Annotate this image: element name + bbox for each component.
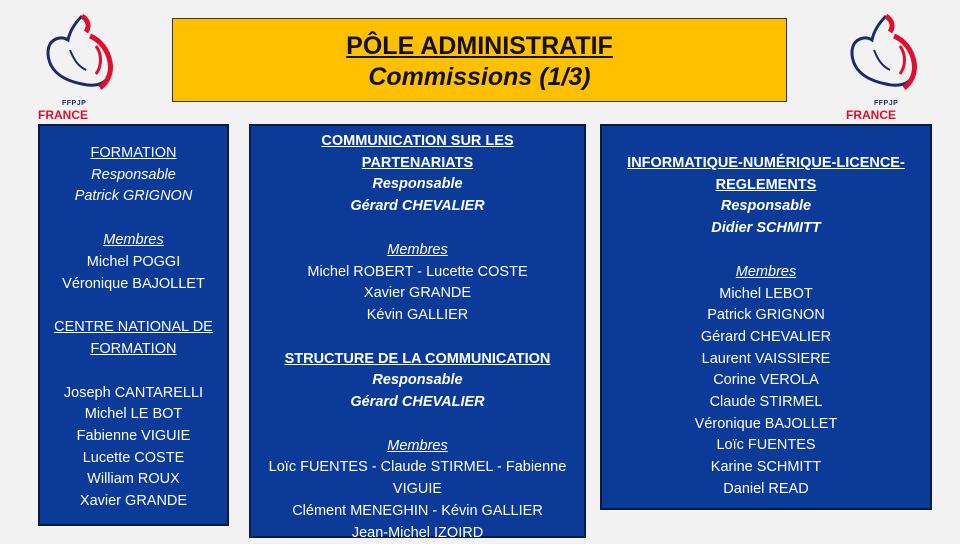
partenariats-member: Kévin GALLIER (366, 306, 469, 323)
formation-lead: Patrick GRIGNON (74, 188, 193, 205)
cnf-member: William ROUX (87, 471, 180, 488)
informatique-title: INFORMATIQUE-NUMÉRIQUE-LICENCE- (627, 155, 905, 171)
partenariats-member: Michel ROBERT - Lucette COSTE (307, 263, 528, 280)
ffpjp-label: FFPJP (62, 100, 87, 107)
informatique-member: Véronique BAJOLLET (694, 415, 838, 432)
partenariats-lead: Gérard CHEVALIER (350, 198, 485, 215)
structure-title: STRUCTURE DE LA COMMUNICATION (284, 350, 551, 367)
title-box (172, 18, 787, 102)
informatique-role: Responsable (720, 198, 812, 215)
informatique-member: Laurent VAISSIERE (701, 350, 831, 367)
informatique-member: Patrick GRIGNON (707, 307, 825, 324)
cnf-title: CENTRE NATIONAL DE (54, 319, 213, 336)
cnf-member: Xavier GRANDE (79, 493, 188, 510)
formation-role: Responsable (91, 166, 176, 183)
partenariats-members-label: Membres (387, 241, 448, 258)
page-subtitle: Commissions (1/3) (368, 63, 591, 91)
informatique-member: Gérard CHEVALIER (700, 328, 832, 345)
formation-member: Véronique BAJOLLET (62, 275, 205, 292)
cnf-member: Joseph CANTARELLI (63, 384, 204, 401)
france-label: FRANCE (846, 108, 896, 122)
informatique-member: Corine VEROLA (713, 372, 819, 389)
informatique-member: Claude STIRMEL (709, 394, 823, 411)
cnf-title-line2: FORMATION (90, 340, 177, 357)
informatique-member: Michel LEBOT (719, 285, 813, 302)
cnf-member: Fabienne VIGUIE (76, 428, 191, 445)
cnf-member: Michel LE BOT (84, 406, 183, 423)
structure-member: Clément MENEGHIN - Kévin GALLIER (292, 502, 543, 519)
structure-role: Responsable (372, 372, 463, 389)
informatique-lead: Didier SCHMITT (711, 220, 821, 237)
formation-members-label: Membres (103, 232, 164, 249)
france-label: FRANCE (38, 108, 88, 122)
partenariats-title: COMMUNICATION SUR LES (321, 133, 514, 149)
panel-formation (38, 124, 229, 526)
informatique-member: Loïc FUENTES (716, 437, 816, 454)
ffpjp-logo-left (30, 6, 130, 121)
structure-member: Jean-Michel IZOIRD (351, 524, 484, 541)
ffpjp-logo-right (834, 6, 934, 121)
structure-member: Loïc FUENTES - Claude STIRMEL - Fabienne (268, 459, 567, 476)
cnf-member: Lucette COSTE (82, 449, 185, 466)
structure-member: VIGUIE (392, 481, 443, 498)
informatique-members-label: Membres (735, 263, 797, 280)
ffpjp-label: FFPJP (874, 100, 899, 107)
panel-informatique (600, 124, 932, 510)
informatique-title-line2: REGLEMENTS (715, 176, 817, 193)
structure-lead: Gérard CHEVALIER (350, 394, 485, 411)
informatique-member: Karine SCHMITT (710, 459, 822, 476)
formation-member: Michel POGGI (86, 253, 181, 270)
page-title: PÔLE ADMINISTRATIF (346, 32, 613, 60)
partenariats-member: Xavier GRANDE (363, 285, 472, 302)
structure-members-label: Membres (387, 437, 448, 454)
panel-communication (249, 124, 586, 541)
partenariats-role: Responsable (372, 176, 463, 193)
partenariats-title-line2: PARTENARIATS (361, 154, 474, 171)
formation-title: FORMATION (90, 145, 177, 161)
informatique-member: Daniel READ (723, 480, 809, 497)
